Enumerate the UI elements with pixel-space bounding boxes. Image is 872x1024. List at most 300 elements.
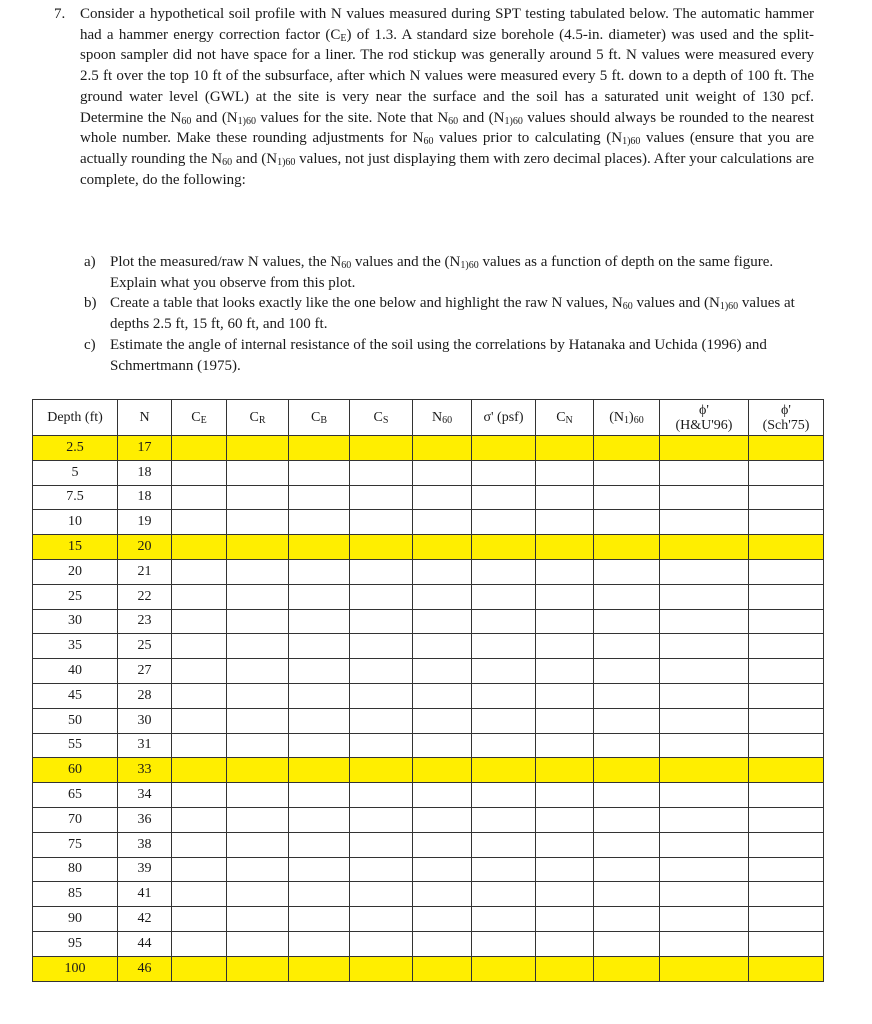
empty-cell: [594, 907, 660, 932]
empty-cell: [749, 634, 824, 659]
header-phi-sch75: ϕ' (Sch'75): [749, 400, 824, 436]
empty-cell: [749, 659, 824, 684]
empty-cell: [172, 436, 227, 461]
empty-cell: [660, 807, 749, 832]
empty-cell: [289, 634, 350, 659]
empty-cell: [594, 634, 660, 659]
n-value-cell: 18: [118, 485, 172, 510]
empty-cell: [749, 535, 824, 560]
empty-cell: [472, 733, 536, 758]
empty-cell: [594, 659, 660, 684]
empty-cell: [749, 857, 824, 882]
empty-cell: [172, 634, 227, 659]
empty-cell: [472, 485, 536, 510]
empty-cell: [172, 783, 227, 808]
depth-cell: 90: [33, 907, 118, 932]
empty-cell: [536, 436, 594, 461]
header-ce: $C_E$: [172, 400, 227, 436]
empty-cell: [660, 510, 749, 535]
empty-cell: [289, 510, 350, 535]
header-phi-hu96: ϕ' (H&U'96): [660, 400, 749, 436]
table-row: [33, 907, 824, 932]
n-value-cell: 17: [118, 436, 172, 461]
n-value-cell: 25: [118, 634, 172, 659]
empty-cell: [350, 460, 413, 485]
empty-cell: [227, 882, 289, 907]
table-row: [33, 807, 824, 832]
n-value-cell: 39: [118, 857, 172, 882]
empty-cell: [172, 510, 227, 535]
empty-cell: [413, 436, 472, 461]
n-value-cell: 46: [118, 956, 172, 981]
empty-cell: [660, 436, 749, 461]
spt-data-table: [32, 399, 824, 982]
empty-cell: [660, 956, 749, 981]
n-value-cell: 42: [118, 907, 172, 932]
table-row: [33, 931, 824, 956]
empty-cell: [413, 857, 472, 882]
part-c: [84, 335, 814, 376]
empty-cell: [749, 460, 824, 485]
n-value-cell: 38: [118, 832, 172, 857]
empty-cell: [594, 733, 660, 758]
empty-cell: [536, 832, 594, 857]
empty-cell: [472, 535, 536, 560]
depth-cell: 75: [33, 832, 118, 857]
table-row: [33, 634, 824, 659]
empty-cell: [289, 460, 350, 485]
empty-cell: [472, 708, 536, 733]
empty-cell: [536, 807, 594, 832]
empty-cell: [536, 559, 594, 584]
empty-cell: [472, 559, 536, 584]
empty-cell: [350, 882, 413, 907]
header-sigma: σ' (psf): [472, 400, 536, 436]
empty-cell: [172, 956, 227, 981]
empty-cell: [350, 659, 413, 684]
empty-cell: [472, 460, 536, 485]
empty-cell: [472, 931, 536, 956]
empty-cell: [227, 956, 289, 981]
empty-cell: [660, 609, 749, 634]
empty-cell: [289, 832, 350, 857]
empty-cell: [536, 510, 594, 535]
table-row: [33, 609, 824, 634]
empty-cell: [227, 807, 289, 832]
empty-cell: [172, 659, 227, 684]
empty-cell: [172, 931, 227, 956]
empty-cell: [350, 584, 413, 609]
empty-cell: [536, 609, 594, 634]
empty-cell: [536, 634, 594, 659]
empty-cell: [350, 485, 413, 510]
empty-cell: [350, 535, 413, 560]
empty-cell: [472, 659, 536, 684]
depth-cell: 15: [33, 535, 118, 560]
empty-cell: [413, 510, 472, 535]
empty-cell: [413, 733, 472, 758]
depth-cell: 55: [33, 733, 118, 758]
empty-cell: [472, 436, 536, 461]
empty-cell: [227, 485, 289, 510]
empty-cell: [536, 758, 594, 783]
problem-parts: [84, 252, 814, 376]
empty-cell: [172, 535, 227, 560]
depth-cell: 10: [33, 510, 118, 535]
empty-cell: [413, 535, 472, 560]
depth-cell: 65: [33, 783, 118, 808]
empty-cell: [660, 832, 749, 857]
table-row: [33, 485, 824, 510]
empty-cell: [660, 485, 749, 510]
empty-cell: [749, 758, 824, 783]
table-body: [33, 436, 824, 982]
header-depth: Depth (ft): [33, 400, 118, 436]
empty-cell: [227, 436, 289, 461]
table-row: [33, 436, 824, 461]
empty-cell: [660, 758, 749, 783]
empty-cell: [536, 460, 594, 485]
empty-cell: [227, 659, 289, 684]
n-value-cell: 31: [118, 733, 172, 758]
empty-cell: [536, 708, 594, 733]
table-row: [33, 956, 824, 981]
table-header-row: [33, 400, 824, 436]
part-a-text: Plot the measured/raw N values, the $N_{60}$ values and the ($N_{1)60}$ values as a function of depth on the same figure. Explain what you observe from this plot.: [110, 254, 774, 291]
empty-cell: [536, 659, 594, 684]
empty-cell: [536, 783, 594, 808]
empty-cell: [594, 956, 660, 981]
empty-cell: [660, 634, 749, 659]
empty-cell: [472, 882, 536, 907]
table-row: [33, 832, 824, 857]
empty-cell: [289, 584, 350, 609]
n-value-cell: 20: [118, 535, 172, 560]
table-row: [33, 733, 824, 758]
empty-cell: [289, 931, 350, 956]
depth-cell: 35: [33, 634, 118, 659]
empty-cell: [413, 956, 472, 981]
empty-cell: [594, 559, 660, 584]
empty-cell: [594, 857, 660, 882]
empty-cell: [289, 559, 350, 584]
empty-cell: [172, 758, 227, 783]
empty-cell: [227, 510, 289, 535]
empty-cell: [350, 832, 413, 857]
empty-cell: [172, 559, 227, 584]
empty-cell: [749, 956, 824, 981]
empty-cell: [227, 907, 289, 932]
empty-cell: [172, 857, 227, 882]
depth-cell: 40: [33, 659, 118, 684]
empty-cell: [289, 535, 350, 560]
empty-cell: [594, 436, 660, 461]
empty-cell: [472, 634, 536, 659]
empty-cell: [227, 559, 289, 584]
empty-cell: [594, 584, 660, 609]
empty-cell: [594, 807, 660, 832]
empty-cell: [594, 882, 660, 907]
empty-cell: [660, 882, 749, 907]
empty-cell: [413, 683, 472, 708]
n-value-cell: 30: [118, 708, 172, 733]
empty-cell: [413, 460, 472, 485]
empty-cell: [472, 510, 536, 535]
empty-cell: [172, 460, 227, 485]
empty-cell: [472, 832, 536, 857]
depth-cell: 100: [33, 956, 118, 981]
part-b: [84, 293, 814, 334]
empty-cell: [227, 733, 289, 758]
empty-cell: [472, 783, 536, 808]
table-row: [33, 783, 824, 808]
empty-cell: [594, 832, 660, 857]
empty-cell: [594, 535, 660, 560]
empty-cell: [227, 857, 289, 882]
empty-cell: [289, 683, 350, 708]
empty-cell: [227, 609, 289, 634]
empty-cell: [172, 807, 227, 832]
empty-cell: [289, 882, 350, 907]
n-value-cell: 44: [118, 931, 172, 956]
empty-cell: [413, 783, 472, 808]
table-row: [33, 857, 824, 882]
empty-cell: [289, 783, 350, 808]
empty-cell: [289, 609, 350, 634]
empty-cell: [289, 485, 350, 510]
depth-cell: 25: [33, 584, 118, 609]
empty-cell: [289, 436, 350, 461]
empty-cell: [350, 907, 413, 932]
empty-cell: [289, 907, 350, 932]
empty-cell: [594, 758, 660, 783]
empty-cell: [227, 783, 289, 808]
depth-cell: 2.5: [33, 436, 118, 461]
empty-cell: [749, 683, 824, 708]
empty-cell: [227, 584, 289, 609]
empty-cell: [749, 832, 824, 857]
problem-number: 7.: [54, 6, 66, 22]
empty-cell: [172, 907, 227, 932]
empty-cell: [594, 683, 660, 708]
empty-cell: [172, 609, 227, 634]
empty-cell: [749, 807, 824, 832]
empty-cell: [413, 807, 472, 832]
n-value-cell: 18: [118, 460, 172, 485]
empty-cell: [227, 634, 289, 659]
empty-cell: [413, 907, 472, 932]
empty-cell: [749, 609, 824, 634]
empty-cell: [594, 510, 660, 535]
empty-cell: [660, 907, 749, 932]
part-b-text: Create a table that looks exactly like the one below and highlight the raw N values, $N_{60}$ values and ($N_{1)60}$ values at depths 2.5 ft, 15 ft, 60 ft, and 100 ft.: [110, 295, 795, 333]
empty-cell: [660, 460, 749, 485]
table-row: [33, 559, 824, 584]
empty-cell: [227, 708, 289, 733]
empty-cell: [749, 708, 824, 733]
part-c-text: Estimate the angle of internal resistance of the soil using the correlations by Hatanaka and Uchida (1996) and Schmertmann (1975).: [110, 336, 767, 374]
table-row: [33, 708, 824, 733]
empty-cell: [594, 931, 660, 956]
empty-cell: [350, 733, 413, 758]
empty-cell: [749, 907, 824, 932]
empty-cell: [536, 882, 594, 907]
empty-cell: [472, 857, 536, 882]
empty-cell: [413, 659, 472, 684]
empty-cell: [289, 857, 350, 882]
table-row: [33, 460, 824, 485]
n-value-cell: 41: [118, 882, 172, 907]
empty-cell: [289, 807, 350, 832]
header-cs: $C_S$: [350, 400, 413, 436]
empty-cell: [660, 584, 749, 609]
empty-cell: [350, 609, 413, 634]
empty-cell: [350, 758, 413, 783]
depth-cell: 80: [33, 857, 118, 882]
empty-cell: [536, 733, 594, 758]
empty-cell: [227, 931, 289, 956]
depth-cell: 60: [33, 758, 118, 783]
empty-cell: [749, 510, 824, 535]
empty-cell: [472, 758, 536, 783]
empty-cell: [594, 708, 660, 733]
empty-cell: [289, 708, 350, 733]
empty-cell: [227, 460, 289, 485]
empty-cell: [172, 708, 227, 733]
n-value-cell: 33: [118, 758, 172, 783]
empty-cell: [289, 758, 350, 783]
empty-cell: [536, 931, 594, 956]
empty-cell: [413, 832, 472, 857]
empty-cell: [660, 659, 749, 684]
depth-cell: 30: [33, 609, 118, 634]
empty-cell: [289, 956, 350, 981]
empty-cell: [536, 956, 594, 981]
empty-cell: [594, 783, 660, 808]
empty-cell: [472, 807, 536, 832]
empty-cell: [413, 559, 472, 584]
part-b-label: b): [84, 295, 97, 312]
empty-cell: [594, 609, 660, 634]
empty-cell: [472, 609, 536, 634]
part-a-label: a): [84, 254, 96, 270]
empty-cell: [536, 907, 594, 932]
empty-cell: [350, 708, 413, 733]
table-row: [33, 510, 824, 535]
empty-cell: [227, 758, 289, 783]
header-n160: $(N_1)_{60}$: [594, 400, 660, 436]
table-row: [33, 584, 824, 609]
depth-cell: 45: [33, 683, 118, 708]
empty-cell: [749, 584, 824, 609]
n-value-cell: 36: [118, 807, 172, 832]
empty-cell: [660, 733, 749, 758]
table-row: [33, 882, 824, 907]
empty-cell: [536, 535, 594, 560]
empty-cell: [350, 931, 413, 956]
table-row: [33, 758, 824, 783]
empty-cell: [749, 882, 824, 907]
n-value-cell: 19: [118, 510, 172, 535]
empty-cell: [536, 857, 594, 882]
n-value-cell: 27: [118, 659, 172, 684]
empty-cell: [350, 510, 413, 535]
header-n60: $N_{60}$: [413, 400, 472, 436]
empty-cell: [350, 783, 413, 808]
empty-cell: [660, 931, 749, 956]
table-row: [33, 683, 824, 708]
depth-cell: 50: [33, 708, 118, 733]
empty-cell: [536, 683, 594, 708]
empty-cell: [660, 708, 749, 733]
empty-cell: [536, 485, 594, 510]
empty-cell: [413, 485, 472, 510]
header-cn: $C_N$: [536, 400, 594, 436]
empty-cell: [289, 733, 350, 758]
empty-cell: [749, 436, 824, 461]
n-value-cell: 22: [118, 584, 172, 609]
empty-cell: [472, 956, 536, 981]
empty-cell: [172, 584, 227, 609]
empty-cell: [472, 584, 536, 609]
depth-cell: 5: [33, 460, 118, 485]
part-a: [84, 252, 814, 293]
problem-text: Consider a hypothetical soil profile with N values measured during SPT testing tabulated below. The automatic hammer had a hammer energy correction factor $(C_E)$ of 1.3. A standard size borehole (4.5-in. diameter) was used and the split-spoon sampler did not have space for a liner. The rod stickup was generally around 5 ft. N values were measured every 2.5 ft over the top 10 ft of the subsurface, after which N values were measured every 5 ft. down to a depth of 100 ft. The ground water level (GWL) at the site is very near the surface and the soil has a saturated unit weight of 130 pcf. Determine the $N_{60}$ and ($N_{1)60}$ values for the site. Note that $N_{60}$ and ($N_{1)60}$ values should always be rounded to the nearest whole number. Make these rounding adjustments for $N_{60}$ values prior to calculating ($N_{1)60}$ values (ensure that you are actually rounding the $N_{60}$ and ($N_{1)60}$ values, not just displaying them with zero decimal places). After your calculations are complete, do the following:: [80, 6, 815, 188]
empty-cell: [413, 882, 472, 907]
part-c-label: c): [84, 336, 96, 353]
empty-cell: [413, 634, 472, 659]
n-value-cell: 28: [118, 683, 172, 708]
empty-cell: [227, 683, 289, 708]
header-n: N: [118, 400, 172, 436]
header-cr: $C_R$: [227, 400, 289, 436]
n-value-cell: 23: [118, 609, 172, 634]
empty-cell: [413, 931, 472, 956]
empty-cell: [660, 683, 749, 708]
empty-cell: [350, 683, 413, 708]
depth-cell: 7.5: [33, 485, 118, 510]
header-cb: $C_B$: [289, 400, 350, 436]
empty-cell: [172, 882, 227, 907]
empty-cell: [227, 535, 289, 560]
empty-cell: [660, 783, 749, 808]
empty-cell: [413, 758, 472, 783]
empty-cell: [660, 535, 749, 560]
empty-cell: [172, 832, 227, 857]
empty-cell: [172, 733, 227, 758]
empty-cell: [660, 857, 749, 882]
empty-cell: [749, 559, 824, 584]
empty-cell: [749, 783, 824, 808]
empty-cell: [172, 683, 227, 708]
depth-cell: 70: [33, 807, 118, 832]
empty-cell: [172, 485, 227, 510]
depth-cell: 85: [33, 882, 118, 907]
empty-cell: [350, 857, 413, 882]
empty-cell: [350, 559, 413, 584]
empty-cell: [536, 584, 594, 609]
empty-cell: [749, 733, 824, 758]
empty-cell: [472, 907, 536, 932]
empty-cell: [227, 832, 289, 857]
n-value-cell: 21: [118, 559, 172, 584]
problem-statement: [54, 4, 814, 190]
empty-cell: [289, 659, 350, 684]
empty-cell: [594, 460, 660, 485]
empty-cell: [749, 485, 824, 510]
empty-cell: [350, 436, 413, 461]
empty-cell: [350, 807, 413, 832]
